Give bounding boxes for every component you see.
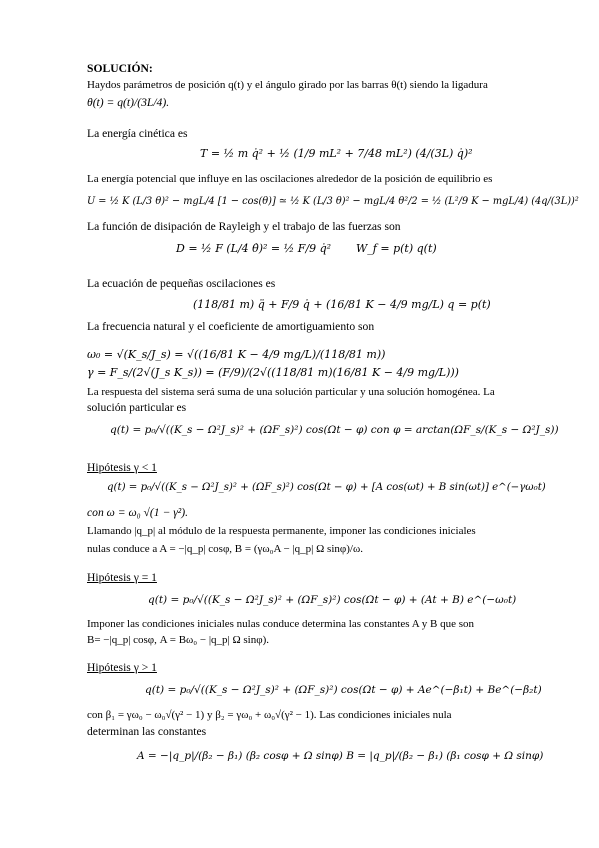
particular-solution-equation: q(t) = p₀/√((K_s − Ω²J_s)² + (ΩF_s)²) cos(Ωt − φ) con φ = arctan(ΩF_s/(K_s − Ω²J_s)) — [110, 424, 559, 436]
hypothesis-3-equation: q(t) = p₀/√((K_s − Ω²J_s)² + (ΩF_s)²) cos(Ωt − φ) + Ae^(−β₁t) + Be^(−β₂t) — [145, 684, 542, 696]
hypothesis-3-text-line2: determinan las constantes — [87, 725, 207, 738]
hypothesis-1-omega: con ω = ω₀ √(1 − γ²). — [87, 506, 189, 519]
hypothesis-2-text-line2: B= −|q_p| cosφ, A = Bω₀ − |q_p| Ω sinφ). — [87, 634, 269, 646]
natural-frequency-equation: ω₀ = √(K_s/J_s) = √((16/81 K − 4/9 mg/L)/(118/81 m)) — [87, 348, 386, 361]
kinetic-energy-equation: T = ½ m q̇² + ½ (1/9 mL² + 7/48 mL²) (4/(3L) q̇)² — [200, 147, 473, 160]
hypothesis-2-title: Hipótesis γ = 1 — [87, 571, 157, 584]
intro-text-line1: Haydos parámetros de posición q(t) y el ángulo girado por las barras θ(t) siendo la ligadura — [87, 79, 488, 91]
intro-text-line2: θ(t) = q(t)/(3L/4). — [87, 96, 170, 109]
hypothesis-3-title: Hipótesis γ > 1 — [87, 661, 157, 674]
kinetic-energy-label: La energía cinética es — [87, 127, 188, 140]
small-oscillations-label: La ecuación de pequeñas oscilaciones es — [87, 277, 276, 290]
hypothesis-2-text-line1: Imponer las condiciones iniciales nulas conduce determina las constantes A y B que son — [87, 618, 475, 630]
hypothesis-2-equation: q(t) = p₀/√((K_s − Ω²J_s)² + (ΩF_s)²) cos(Ωt − φ) + (At + B) e^(−ω₀t) — [148, 594, 517, 606]
rayleigh-equation: D = ½ F (L/4 θ̇)² = ½ F/9 q̇² — [176, 242, 332, 255]
hypothesis-3-constants: A = −|q_p|/(β₂ − β₁) (β₂ cosφ + Ω sinφ) B = |q_p|/(β₂ − β₁) (β₁ cosφ + Ω sinφ) — [137, 750, 544, 762]
damping-coefficient-equation: γ = F_s/(2√(J_s K_s)) = (F/9)/(2√((118/81 m)(16/81 K − 4/9 mg/L))) — [87, 366, 459, 379]
hypothesis-1-equation: q(t) = p₀/√((K_s − Ω²J_s)² + (ΩF_s)²) cos(Ωt − φ) + [A cos(ωt) + B sin(ωt)] e^(−γω₀t) — [107, 482, 546, 493]
hypothesis-1-text-line2: nulas conduce a A = −|q_p| cosφ, B = (γω₀A − |q_p| Ω sinφ)/ω. — [87, 543, 363, 555]
hypothesis-3-text-line1: con β₁ = γω₀ − ω₀√(γ² − 1) y β₂ = γω₀ + ω₀√(γ² − 1). Las condiciones iniciales nula — [87, 709, 452, 721]
small-oscillations-equation: (118/81 m) q̈ + F/9 q̇ + (16/81 K − 4/9 mg/L) q = p(t) — [193, 298, 491, 311]
frequency-label: La frecuencia natural y el coeficiente de amortiguamiento son — [87, 320, 375, 333]
potential-energy-equation: U = ½ K (L/3 θ)² − mgL/4 [1 − cos(θ)] ≃ ½ K (L/3 θ)² − mgL/4 θ²/2 = ½ (L²/9 K − mgL/4) (4q/(3L))² — [87, 195, 579, 207]
hypothesis-1-text-line1: Llamando |q_p| al módulo de la respuesta permanente, imponer las condiciones iniciales — [87, 525, 476, 537]
solution-heading: SOLUCIÓN: — [87, 62, 153, 75]
hypothesis-1-title: Hipótesis γ < 1 — [87, 461, 157, 474]
work-equation: W_f = p(t) q(t) — [356, 242, 437, 255]
response-text-line1: La respuesta del sistema será suma de una solución particular y una solución homogénea. La — [87, 386, 495, 398]
rayleigh-label: La función de disipación de Rayleigh y el trabajo de las fuerzas son — [87, 220, 401, 233]
response-text-line2: solución particular es — [87, 401, 187, 414]
potential-energy-label: La energía potencial que influye en las oscilaciones alrededor de la posición de equilibrio es — [87, 173, 493, 185]
